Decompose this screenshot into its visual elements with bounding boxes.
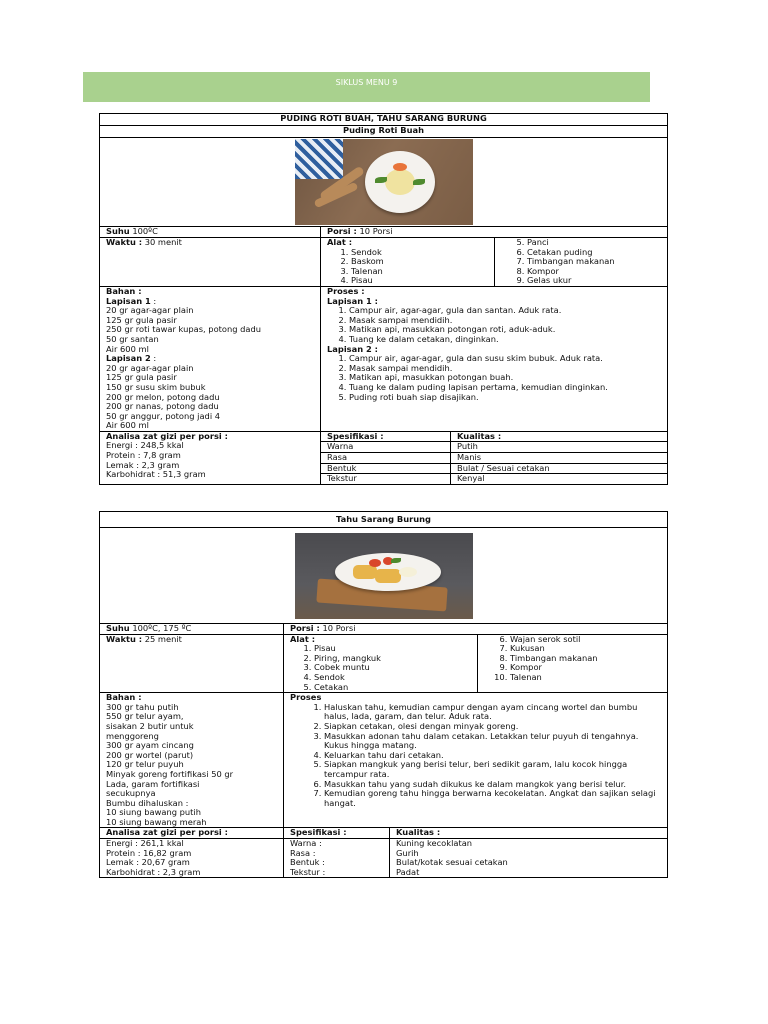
nutrition-values: Energi : 261,1 kkal Protein : 16,82 gram Lemak : 20,67 gram Karbohidrat : 2,3 gram: [100, 839, 284, 878]
portion-field: Porsi : 10 Porsi: [284, 624, 668, 635]
recipe-card-tahu: [99, 511, 668, 878]
time-field: Waktu : 25 menit: [100, 634, 284, 693]
time-field: Waktu : 30 menit: [100, 238, 321, 287]
spec-header: Spesifikasi :: [284, 828, 390, 839]
process-steps: Proses 1. Haluskan tahu, kemudian campur dengan ayam cincang wortel dan bumbu halus, lada, garam, dan telur. Aduk rata. 2. Siapkan cetakan, olesi dengan minyak goreng. 3. Masukkan adonan tahu dalam cetakan. Letakkan telur puyuh di tengahnya. Kukus hingga matang. 4. Keluarkan tahu dari cetakan. 5. Siapkan mangkuk yang berisi telur, beri sedikit garam, lalu kocok hingga tercampur rata. 6. Masukkan tahu yang sudah dikukus ke dalam mangkok yang berisi telur. 7. Kemudian goreng tahu hingga berwarna kecokelatan. Angkat dan sajikan selagi hangat.: [284, 693, 668, 828]
quality-header: Kualitas :: [451, 431, 668, 442]
quality-value: Bulat / Sesuai cetakan: [451, 463, 668, 474]
spec-label: Warna: [321, 442, 451, 453]
process-steps: Proses : Lapisan 1 : 1. Campur air, agar-agar, gula dan santan. Aduk rata. 2. Masak sampai mendidih. 3. Matikan api, masukkan potongan roti, aduk-aduk. 4. Tuang ke dalam cetakan, dinginkan. Lapisan 2 : 1. Campur air, agar-agar, gula dan susu skim bubuk. Aduk rata. 2. Masak sampai mendidih. 3. Matikan api, masukkan potongan buah. 4. Tuang ke dalam puding lapisan pertama, kemudian dinginkan. 5. Puding roti buah siap disajikan.: [321, 286, 668, 431]
quality-values: Kuning kecoklatan Gurih Bulat/kotak sesuai cetakan Padat: [390, 839, 668, 878]
dish-photo-tahu: [295, 533, 473, 619]
nutrition-analysis: Analisa zat gizi per porsi : Energi : 248,5 kkal Protein : 7,8 gram Lemak : 2,3 gram Karbohidrat : 51,3 gram: [100, 431, 321, 484]
portion-field: Porsi : 10 Porsi: [321, 227, 668, 238]
menu-cycle-banner: SIKLUS MENU 9: [83, 72, 650, 102]
tools-list-continued: 6. Wajan serok sotil 7. Kukusan 8. Timbangan makanan 9. Kompor 10. Talenan: [478, 634, 668, 693]
quality-value: Kenyal: [451, 474, 668, 485]
tools-list: Alat : 1. Sendok 2. Baskom 3. Talenan 4. Pisau: [321, 238, 495, 287]
card-header: PUDING ROTI BUAH, TAHU SARANG BURUNG: [100, 114, 668, 126]
temperature-field: Suhu 100ºC: [100, 227, 321, 238]
spec-header: Spesifikasi :: [321, 431, 451, 442]
ingredients-list: Bahan : Lapisan 1 : 20 gr agar-agar plain 125 gr gula pasir 250 gr roti tawar kupas, potong dadu 50 gr santan Air 600 ml Lapisan 2 : 20 gr agar-agar plain 125 gr gula pasir 150 gr susu skim bubuk 200 gr melon, potong dadu 200 gr nanas, potong dadu 50 gr anggur, potong jadi 4 Air 600 ml: [100, 286, 321, 431]
recipe-title: Puding Roti Buah: [100, 126, 668, 138]
ingredients-list: Bahan : 300 gr tahu putih 550 gr telur ayam, sisakan 2 butir untuk menggoreng 300 gr ayam cincang 200 gr wortel (parut) 120 gr telur puyuh Minyak goreng fortifikasi 50 gr Lada, garam fortifikasi secukupnya Bumbu dihaluskan : 10 siung bawang putih 10 siung bawang merah: [100, 693, 284, 828]
dish-photo-puding: [295, 139, 473, 225]
spec-label: Rasa: [321, 453, 451, 464]
spec-label: Tekstur: [321, 474, 451, 485]
recipe-title: Tahu Sarang Burung: [100, 512, 668, 528]
tools-list: Alat : 1. Pisau 2. Piring, mangkuk 3. Cobek muntu 4. Sendok 5. Cetakan: [284, 634, 478, 693]
tools-list-continued: 5. Panci 6. Cetakan puding 7. Timbangan makanan 8. Kompor 9. Gelas ukur: [495, 238, 668, 287]
nutrition-header: Analisa zat gizi per porsi :: [100, 828, 284, 839]
spec-labels: Warna : Rasa : Bentuk : Tekstur :: [284, 839, 390, 878]
temperature-field: Suhu 100ºC, 175 ºC: [100, 624, 284, 635]
quality-value: Manis: [451, 453, 668, 464]
quality-header: Kualitas :: [390, 828, 668, 839]
quality-value: Putih: [451, 442, 668, 453]
spec-label: Bentuk: [321, 463, 451, 474]
recipe-card-puding: [99, 113, 668, 485]
